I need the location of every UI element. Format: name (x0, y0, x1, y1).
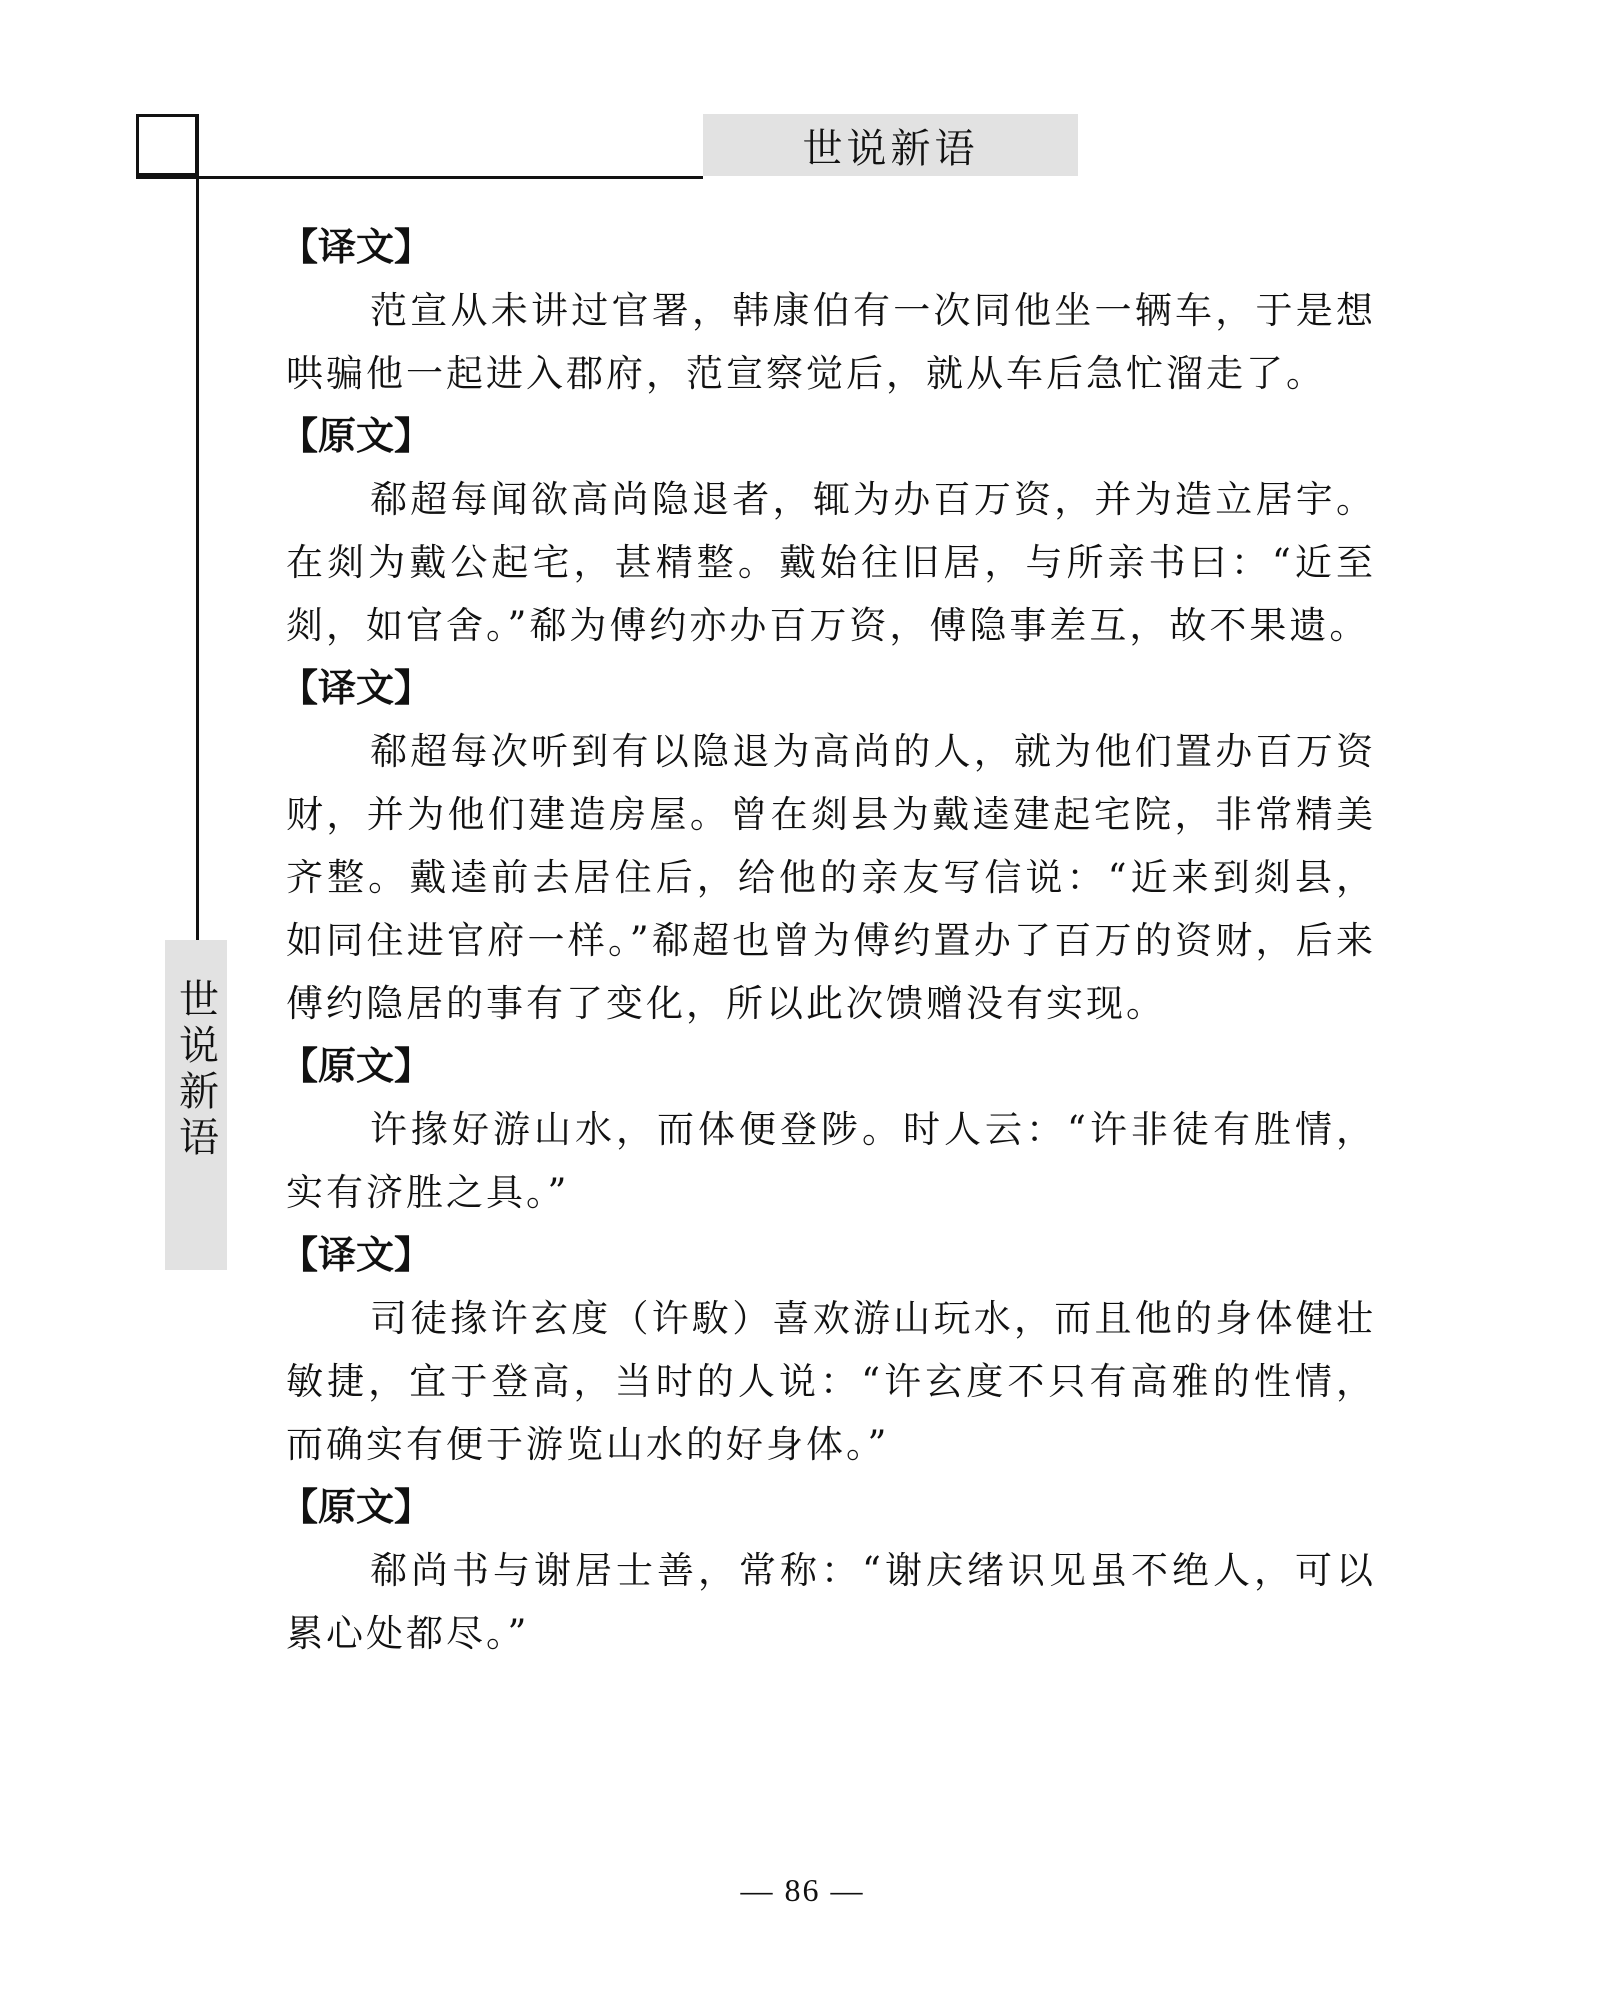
paragraph: 郗尚书与谢居士善，常称：“谢庆绪识见虽不绝人，可以累心处都尽。” (286, 1549, 1376, 1655)
header-rule (136, 176, 703, 179)
side-tab (165, 940, 227, 1270)
running-header (703, 114, 1078, 176)
margin-rule (196, 114, 199, 940)
section-label: 【译文】 (280, 225, 433, 269)
book-title: 世说新语 (802, 125, 979, 172)
side-tab-label: 世说新语 (172, 978, 219, 1162)
paragraph: 郗超每闻欲高尚隐退者，辄为办百万资，并为造立居宇。在剡为戴公起宅，甚精整。戴始往旧居，与所亲书曰：“近至剡，如官舍。”郗为傅约亦办百万资，傅隐事差互，故不果遗。 (286, 478, 1376, 647)
section-label: 【译文】 (280, 1233, 433, 1277)
page-body (280, 216, 1376, 1665)
section-label: 【原文】 (280, 414, 433, 458)
page-number: — 86 — (740, 1872, 865, 1908)
section-label: 【译文】 (280, 666, 433, 710)
paragraph: 许掾好游山水，而体便登陟。时人云：“许非徒有胜情，实有济胜之具。” (286, 1108, 1376, 1214)
section-label: 【原文】 (280, 1044, 433, 1088)
corner-frame (136, 114, 198, 176)
section-label: 【原文】 (280, 1485, 433, 1529)
paragraph: 郗超每次听到有以隐退为高尚的人，就为他们置办百万资财，并为他们建造房屋。曾在剡县为戴逵建起宅院，非常精美齐整。戴逵前去居住后，给他的亲友写信说：“近来到剡县，如同住进官府一样。”郗超也曾为傅约置办了百万的资财，后来傅约隐居的事有了变化，所以此次馈赠没有实现。 (286, 730, 1376, 1025)
paragraph: 范宣从未讲过官署，韩康伯有一次同他坐一辆车，于是想哄骗他一起进入郡府，范宣察觉后，就从车后急忙溜走了。 (286, 289, 1376, 395)
paragraph: 司徒掾许玄度（许駇）喜欢游山玩水，而且他的身体健壮敏捷，宜于登高，当时的人说：“许玄度不只有高雅的性情，而确实有便于游览山水的好身体。” (286, 1297, 1376, 1466)
